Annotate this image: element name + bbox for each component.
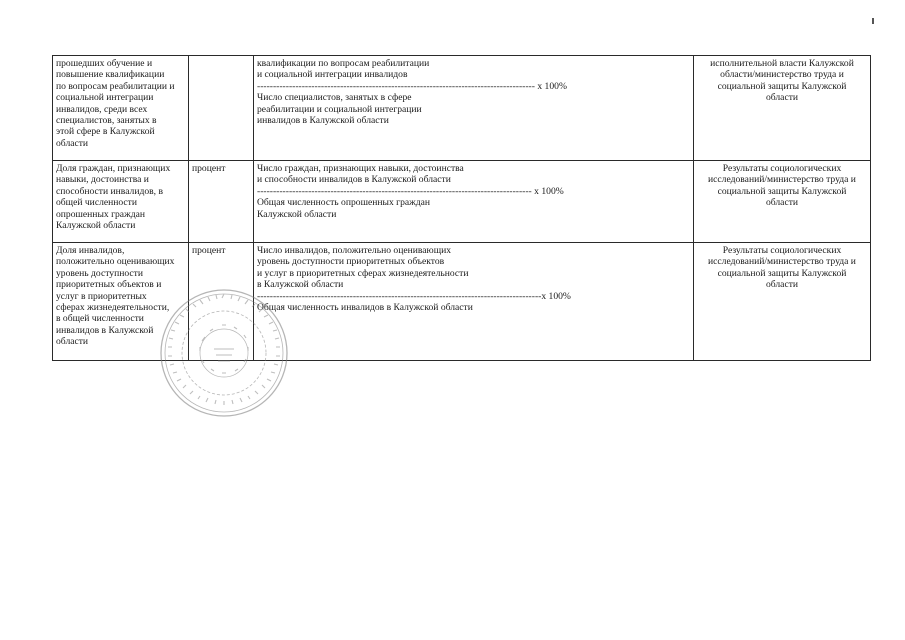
indicator-line: Доля граждан, признающих bbox=[56, 163, 171, 174]
indicator-line: инвалидов, среди всех bbox=[56, 103, 148, 115]
indicator-line: положительно оценивающих bbox=[56, 256, 175, 268]
unit-value: процент bbox=[192, 163, 226, 174]
source-line: социальной защиты Калужской bbox=[717, 80, 847, 92]
fraction-divider: --------------------------------------------------------------------------------------- х 100% bbox=[257, 80, 567, 92]
indicator-line: социальной интеграции bbox=[56, 92, 154, 104]
fraction-multiplier: х 100% bbox=[537, 80, 567, 92]
denominator-line: Общая численность инвалидов в Калужской области bbox=[257, 302, 473, 314]
indicator-line: Калужской области bbox=[56, 220, 136, 232]
source-cell bbox=[694, 56, 871, 161]
indicator-line: в общей численности bbox=[56, 313, 144, 325]
denominator-line: реабилитации и социальной интеграции bbox=[257, 103, 422, 115]
source-cell bbox=[694, 243, 871, 361]
source-line: исполнительной власти Калужской bbox=[710, 58, 854, 69]
indicator-line: опрошенных граждан bbox=[56, 208, 145, 220]
source-line: Результаты социологических bbox=[722, 163, 842, 174]
source-line: социальной защиты Калужской bbox=[717, 267, 847, 279]
numerator-line: и услуг в приоритетных сферах жизнедеятельности bbox=[257, 267, 469, 279]
fraction-multiplier: х 100% bbox=[534, 185, 564, 197]
denominator-line: инвалидов в Калужской области bbox=[257, 115, 389, 127]
indicator-line: навыки, достоинства и bbox=[56, 174, 149, 186]
indicator-line: общей численности bbox=[56, 197, 138, 209]
numerator-line: в Калужской области bbox=[257, 279, 344, 291]
formula-cell bbox=[254, 243, 694, 361]
indicator-line: по вопросам реабилитации и bbox=[56, 80, 175, 92]
numerator-line: Число инвалидов, положительно оценивающих bbox=[257, 245, 452, 256]
indicator-line: Доля инвалидов, bbox=[56, 245, 125, 256]
fraction-divider: -----------------------------------------------------------------------------------------х 100% bbox=[257, 290, 571, 302]
seal-outer-ring bbox=[161, 290, 287, 416]
fraction-multiplier: х 100% bbox=[541, 290, 571, 302]
indicator-cell bbox=[53, 161, 189, 243]
source-line: социальной защиты Калужской bbox=[717, 185, 847, 197]
numerator-line: квалификации по вопросам реабилитации bbox=[257, 58, 430, 69]
official-seal-stamp bbox=[158, 287, 290, 419]
denominator-line: Число специалистов, занятых в сфере bbox=[257, 92, 412, 104]
seal-inner-ring bbox=[165, 294, 283, 412]
source-line: области/министерство труда и bbox=[720, 69, 844, 81]
indicator-line: уровень доступности bbox=[56, 267, 143, 279]
unit-cell bbox=[189, 56, 254, 161]
seal-center-ring bbox=[200, 329, 248, 377]
indicator-line: специалистов, занятых в bbox=[56, 115, 157, 127]
indicator-line: сферах жизнедеятельности, bbox=[56, 302, 170, 314]
numerator-line: уровень доступности приоритетных объектов bbox=[257, 256, 445, 268]
numerator-line: Число граждан, признающих навыки, достоинства bbox=[257, 163, 464, 174]
unit-cell bbox=[189, 161, 254, 243]
indicator-line: области bbox=[56, 336, 89, 348]
indicator-line: этой сфере в Калужской bbox=[56, 126, 155, 138]
indicator-line: услуг в приоритетных bbox=[56, 290, 147, 302]
source-line: области bbox=[765, 279, 799, 291]
indicator-line: повышение квалификации bbox=[56, 69, 165, 81]
fraction-divider: -------------------------------------------------------------------------------------- х 100% bbox=[257, 185, 564, 197]
indicator-line: способности инвалидов, в bbox=[56, 185, 163, 197]
formula-cell bbox=[254, 161, 694, 243]
table-row bbox=[53, 161, 871, 243]
denominator-line: Общая численность опрошенных граждан bbox=[257, 197, 431, 209]
formula-cell bbox=[254, 56, 694, 161]
source-line: исследований/министерство труда и bbox=[708, 256, 856, 268]
unit-value: процент bbox=[192, 245, 226, 256]
source-line: области bbox=[765, 197, 799, 209]
source-line: исследований/министерство труда и bbox=[708, 174, 856, 186]
indicator-line: приоритетных объектов и bbox=[56, 279, 162, 291]
indicator-line: области bbox=[56, 137, 89, 149]
denominator-line: Калужской области bbox=[257, 208, 337, 220]
page-corner-mark bbox=[872, 18, 874, 24]
source-line: области bbox=[765, 92, 799, 104]
indicator-cell bbox=[53, 56, 189, 161]
numerator-line: и способности инвалидов в Калужской области bbox=[257, 174, 451, 186]
numerator-line: и социальной интеграции инвалидов bbox=[257, 69, 408, 81]
source-line: Результаты социологических bbox=[722, 245, 842, 256]
seal-middle-ring bbox=[182, 311, 266, 395]
indicator-line: инвалидов в Калужской bbox=[56, 324, 154, 336]
indicator-line: прошедших обучение и bbox=[56, 58, 153, 69]
table-row bbox=[53, 56, 871, 161]
source-cell bbox=[694, 161, 871, 243]
